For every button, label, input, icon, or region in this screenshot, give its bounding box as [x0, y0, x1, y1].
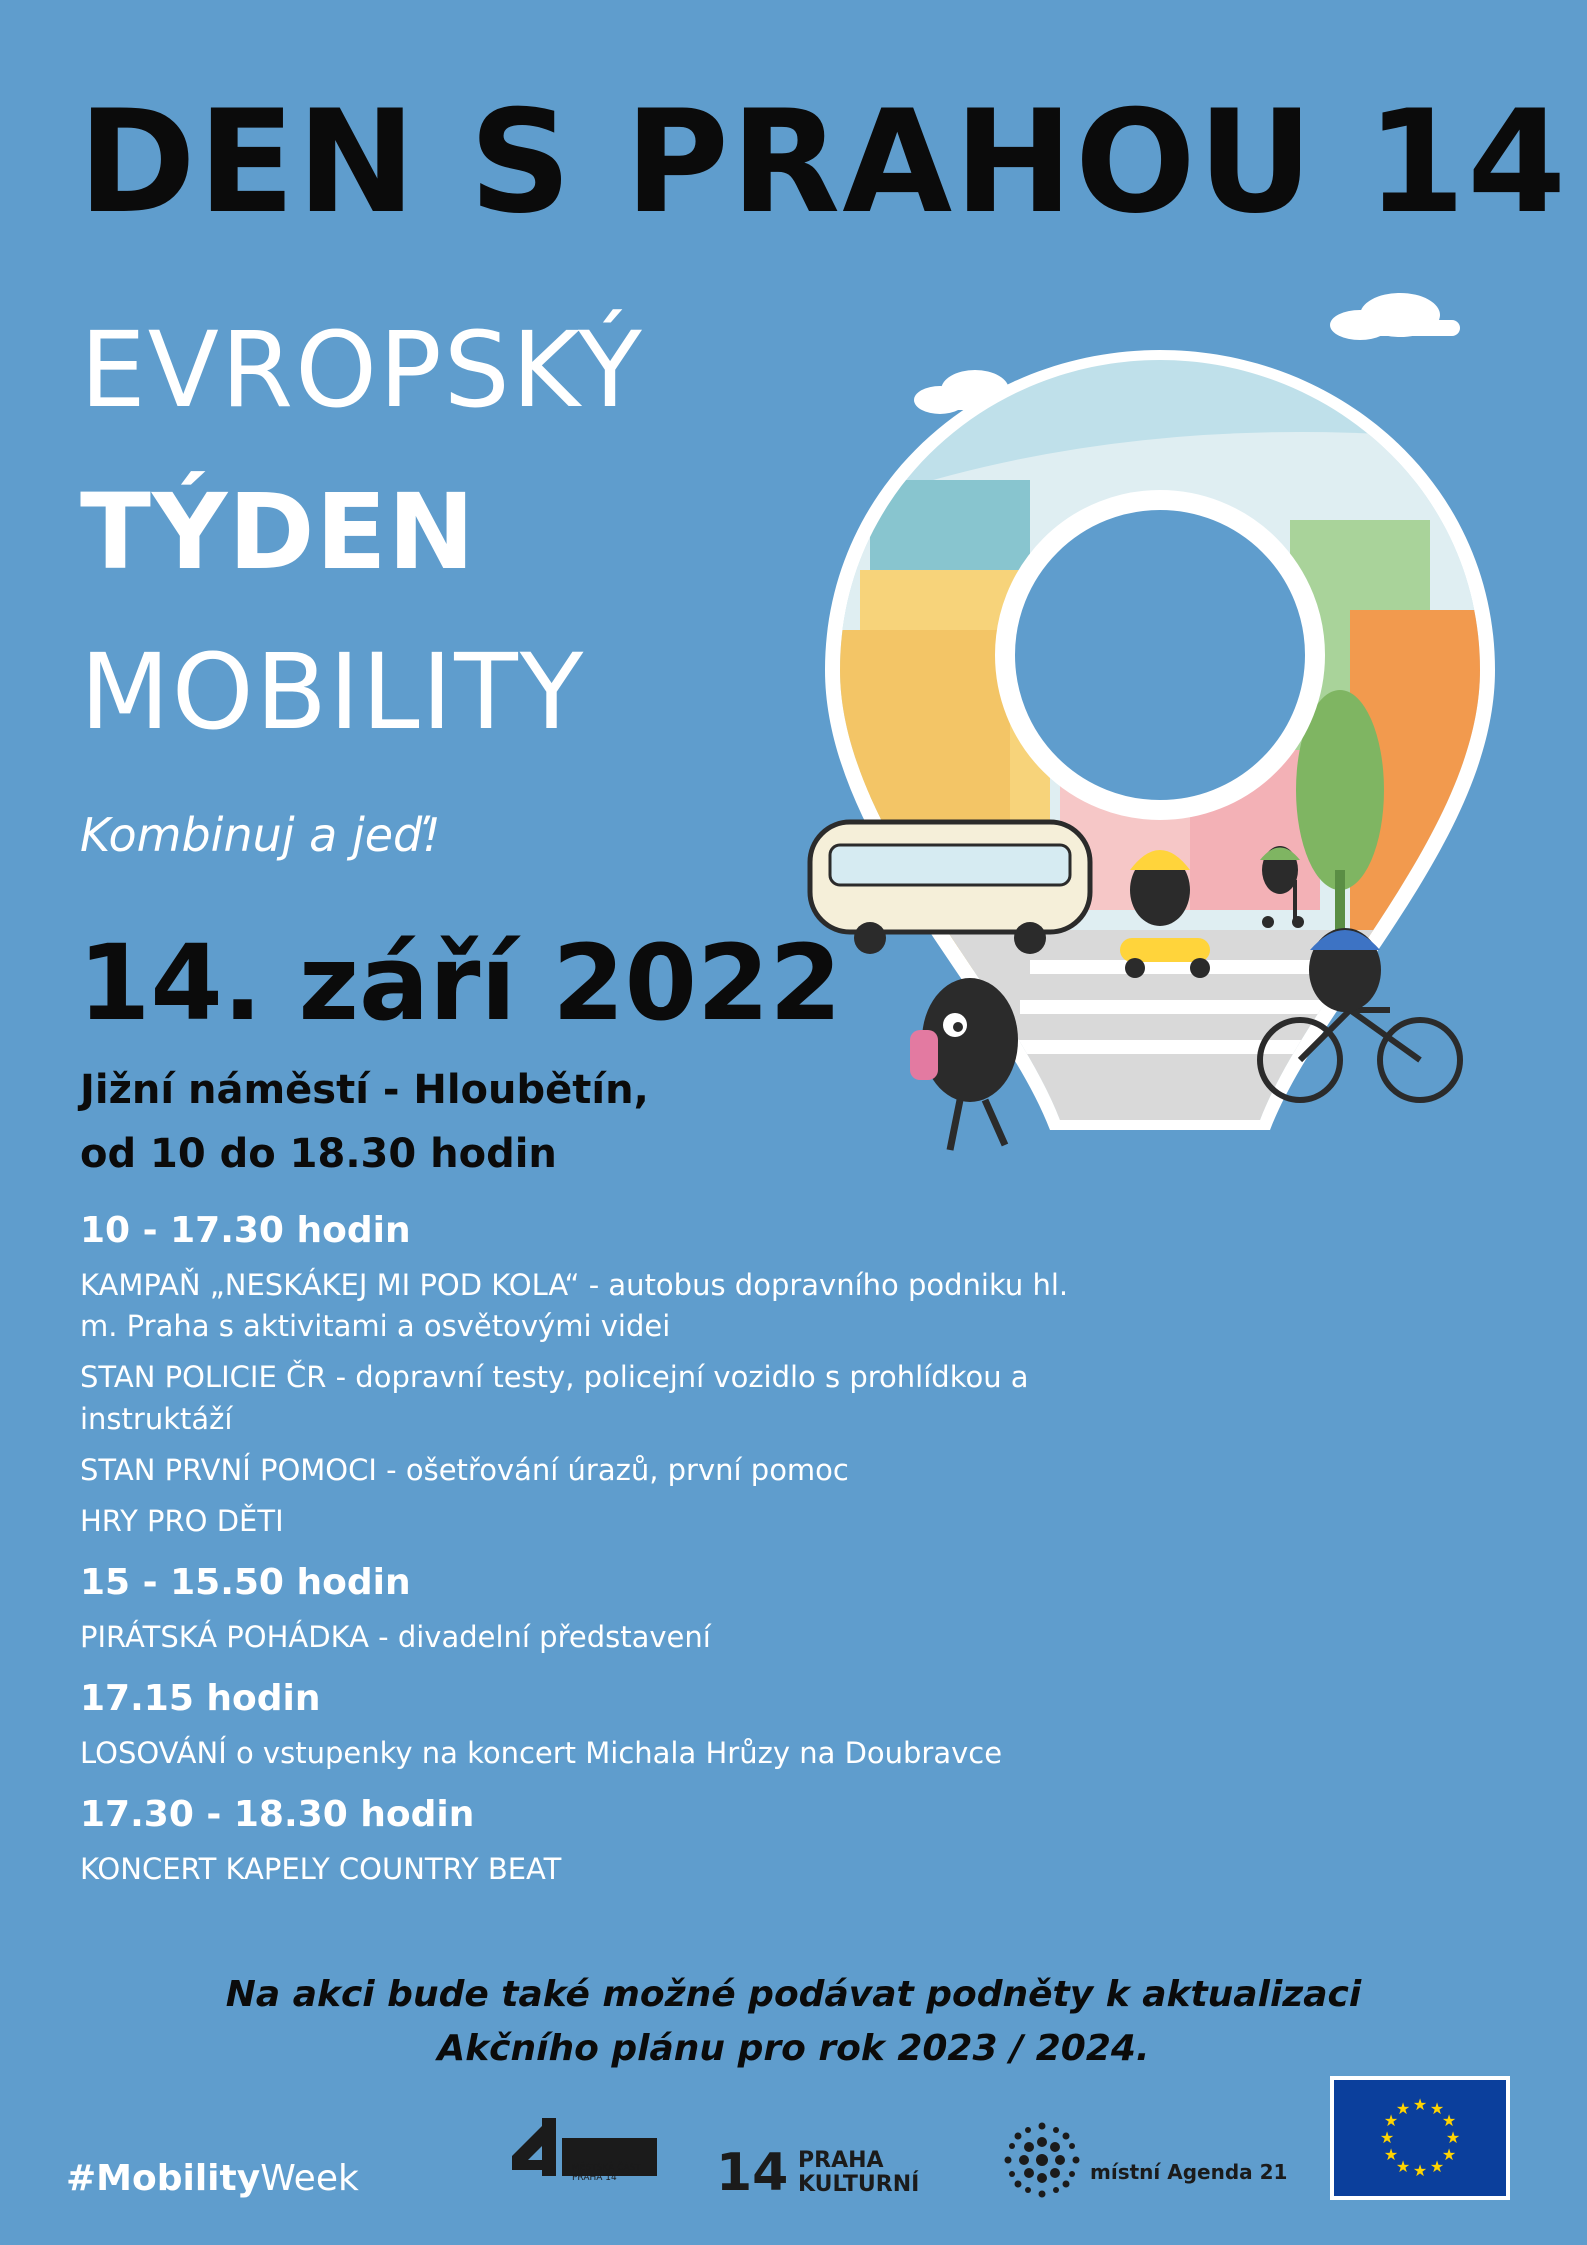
- tagline: Kombinuj a jeď!: [80, 808, 441, 862]
- slot-time: 17.30 - 18.30 hodin: [80, 1794, 475, 1836]
- eu-flag: [1330, 2076, 1510, 2200]
- svg-text:★: ★: [1429, 2157, 1445, 2176]
- schedule-slot: [80, 1210, 1080, 1542]
- slot-item: STAN PRVNÍ POMOCI - ošetřování úrazů, první pomoc: [80, 1452, 849, 1487]
- schedule: [80, 1210, 1080, 1911]
- slot-time: 15 - 15.50 hodin: [80, 1562, 411, 1604]
- slot-time: 17.15 hodin: [80, 1678, 321, 1720]
- main-title: DEN S PRAHOU 14: [78, 80, 1569, 245]
- praha14-kulturni-logo: [716, 2144, 946, 2204]
- subtitle-line-1: EVROPSKÝ: [80, 309, 644, 431]
- svg-text:★: ★: [1383, 2111, 1399, 2130]
- mobility-illustration: [790, 270, 1550, 1210]
- schedule-slot: [80, 1562, 1080, 1658]
- note-line-2: Akčního plánu pro rok 2023 / 2024.: [437, 2028, 1150, 2069]
- slot-item: KAMPAŇ „NESKÁKEJ MI POD KOLA“ - autobus dopravního podniku hl. m. Praha s aktivitami a osvětovými videi: [80, 1268, 1069, 1344]
- cloud-icon: [1330, 293, 1460, 340]
- agenda21-logo-mark: [1004, 2122, 1080, 2198]
- action-plan-note: [0, 1968, 1587, 2076]
- svg-text:★: ★: [1395, 2099, 1411, 2118]
- svg-text:★: ★: [1412, 2095, 1428, 2114]
- subtitle-line-3: MOBILITY: [80, 631, 586, 753]
- note-line-1: Na akci bude také možné podávat podněty k aktualizaci: [225, 1974, 1362, 2015]
- schedule-slot: [80, 1794, 1080, 1890]
- kulturni-logo-line-2: KULTURNÍ: [798, 2172, 920, 2197]
- hashtag-rest: Week: [260, 2158, 359, 2199]
- svg-text:★: ★: [1383, 2145, 1399, 2164]
- kulturni-logo-mark: [716, 2144, 796, 2198]
- svg-text:★: ★: [1379, 2128, 1395, 2147]
- event-date: 14. září 2022: [78, 922, 842, 1044]
- svg-text:★: ★: [1441, 2145, 1457, 2164]
- bus-icon: [810, 822, 1090, 954]
- hashtag-bold: #Mobility: [66, 2158, 261, 2199]
- subtitle-line-2: TÝDEN: [80, 471, 476, 593]
- svg-text:★: ★: [1441, 2111, 1457, 2130]
- slot-item: STAN POLICIE ČR - dopravní testy, policejní vozidlo s prohlídkou a instruktáží: [80, 1360, 1029, 1436]
- svg-text:★: ★: [1445, 2128, 1461, 2147]
- agenda21-logo: [1004, 2122, 1288, 2202]
- svg-text:14: 14: [716, 2144, 789, 2198]
- hashtag: [66, 2158, 359, 2199]
- slot-time: 10 - 17.30 hodin: [80, 1210, 411, 1251]
- praha14-logo-text: MĚSTSKÁ ČÁST PRAHA 14: [572, 2163, 641, 2183]
- praha14-logo: [512, 2118, 657, 2198]
- agenda21-logo-text: místní Agenda 21: [1090, 2160, 1288, 2184]
- slot-item: LOSOVÁNÍ o vstupenky na koncert Michala Hrůzy na Doubravce: [80, 1736, 1003, 1771]
- slot-item: HRY PRO DĚTI: [80, 1503, 284, 1538]
- venue: [80, 1058, 649, 1186]
- svg-text:★: ★: [1412, 2161, 1428, 2180]
- slot-item: KONCERT KAPELY COUNTRY BEAT: [80, 1852, 562, 1887]
- slot-item: PIRÁTSKÁ POHÁDKA - divadelní představení: [80, 1620, 711, 1655]
- pedestrian-icon: [910, 978, 1018, 1150]
- svg-text:★: ★: [1395, 2157, 1411, 2176]
- schedule-slot: [80, 1678, 1080, 1774]
- svg-text:★: ★: [1429, 2099, 1445, 2118]
- venue-line-2: od 10 do 18.30 hodin: [80, 1131, 557, 1177]
- kulturni-logo-line-1: PRAHA: [798, 2148, 884, 2173]
- eu-stars-icon: [1334, 2080, 1506, 2196]
- venue-line-1: Jižní náměstí - Hloubětín,: [80, 1067, 649, 1113]
